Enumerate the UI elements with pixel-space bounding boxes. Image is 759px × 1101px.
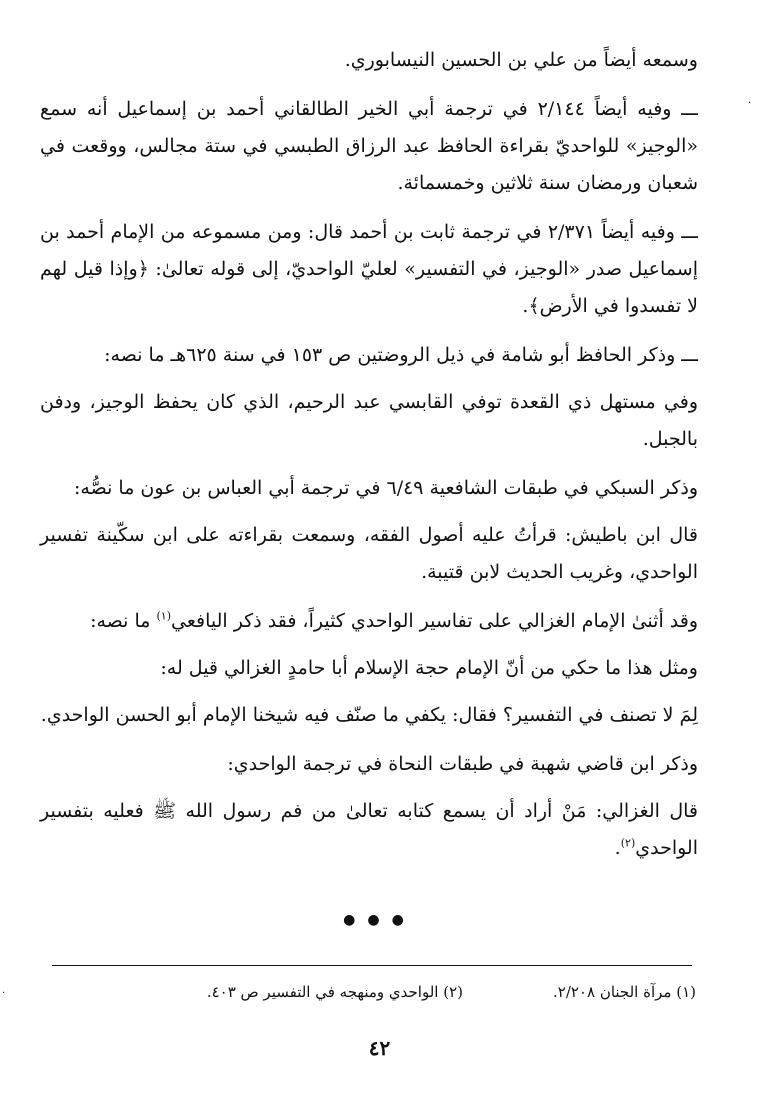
- paragraph: وذكر ابن قاضي شهبة في طبقات النحاة في ترجمة الواحدي:: [227, 753, 698, 775]
- footnote: (٢) الواحدي ومنهجه في التفسير ص ٤٠٣.: [206, 983, 463, 1001]
- section-separator: ●●●: [343, 912, 416, 928]
- margin-mark: ·: [2, 988, 6, 999]
- footnotes: [44, 980, 696, 1004]
- paragraph-text: وقد أثنىٰ الإمام الغزالي على تفاسير الواحدي كثيراً، فقد ذكر اليافعي: [170, 610, 698, 632]
- paragraph: لِمَ لا تصنف في التفسير؟ فقال: يكفي ما صنّف فيه شيخنا الإمام أبو الحسن الواحدي.: [40, 704, 698, 726]
- paragraph: وسمعه أيضاً من علي بن الحسين النيسابوري.: [344, 49, 698, 71]
- margin-mark: ·: [748, 98, 752, 109]
- main-text: [40, 42, 698, 879]
- paragraph: وفي مستهل ذي القعدة توفي القابسي عبد الرحيم، الذي كان يحفظ الوجيز، ودفن بالجبل.: [40, 391, 698, 450]
- footnote-marker: (١): [156, 609, 171, 623]
- paragraph: قال ابن باطيش: قرأتُ عليه أصول الفقه، وسمعت بقراءته على ابن سكّينة تفسير الواحدي، وغريب الحديث لابن قتيبة.: [40, 524, 698, 583]
- footnote-marker: (٢): [620, 836, 636, 850]
- page-number: ٤٢: [368, 1036, 391, 1060]
- paragraph: وذكر السبكي في طبقات الشافعية ٦/٤٩ في ترجمة أبي العباس بن عون ما نصُّه:: [74, 477, 698, 499]
- paragraph: [40, 793, 698, 867]
- footnote: (١) مرآة الجنان ٢/٢٠٨.: [552, 983, 696, 1001]
- paragraph-tail: ما نصه:: [90, 610, 157, 632]
- footnote-divider: [52, 965, 692, 966]
- paragraph-tail: .: [614, 837, 621, 859]
- paragraph: ـــ وفيه أيضاً ٢/١٤٤ في ترجمة أبي الخير الطالقاني أحمد بن إسماعيل أنه سمع «الوجيز» للواحديّ بقراءة الحافظ عبد الرزاق الطبسي في ستة مجالس، ووقعت في شعبان ورمضان سنة ثلاثين وخمسمائة.: [40, 98, 698, 194]
- paragraph-text: قال الغزالي: مَنْ أراد أن يسمع كتابه تعالىٰ من فم رسول الله ﷺ فعليه بتفسير الواحدي: [40, 800, 698, 859]
- paragraph: ـــ وذكر الحافظ أبو شامة في ذيل الروضتين ص ١٥٣ في سنة ٦٢٥هـ ما نصه:: [104, 344, 698, 366]
- paragraph: [40, 603, 698, 640]
- paragraph: ومثل هذا ما حكي من أنّ الإمام حجة الإسلام أبا حامدٍ الغزالي قيل له:: [160, 657, 698, 679]
- paragraph: ـــ وفيه أيضاً ٢/٣٧١ في ترجمة ثابت بن أحمد قال: ومن مسموعه من الإمام أحمد بن إسماعيل صدر «الوجيز، في التفسير» لعليّ الواحديّ، إلى قوله تعالىٰ: ﴿وإذا قيل لهم لا تفسدوا في الأرض﴾.: [40, 221, 698, 317]
